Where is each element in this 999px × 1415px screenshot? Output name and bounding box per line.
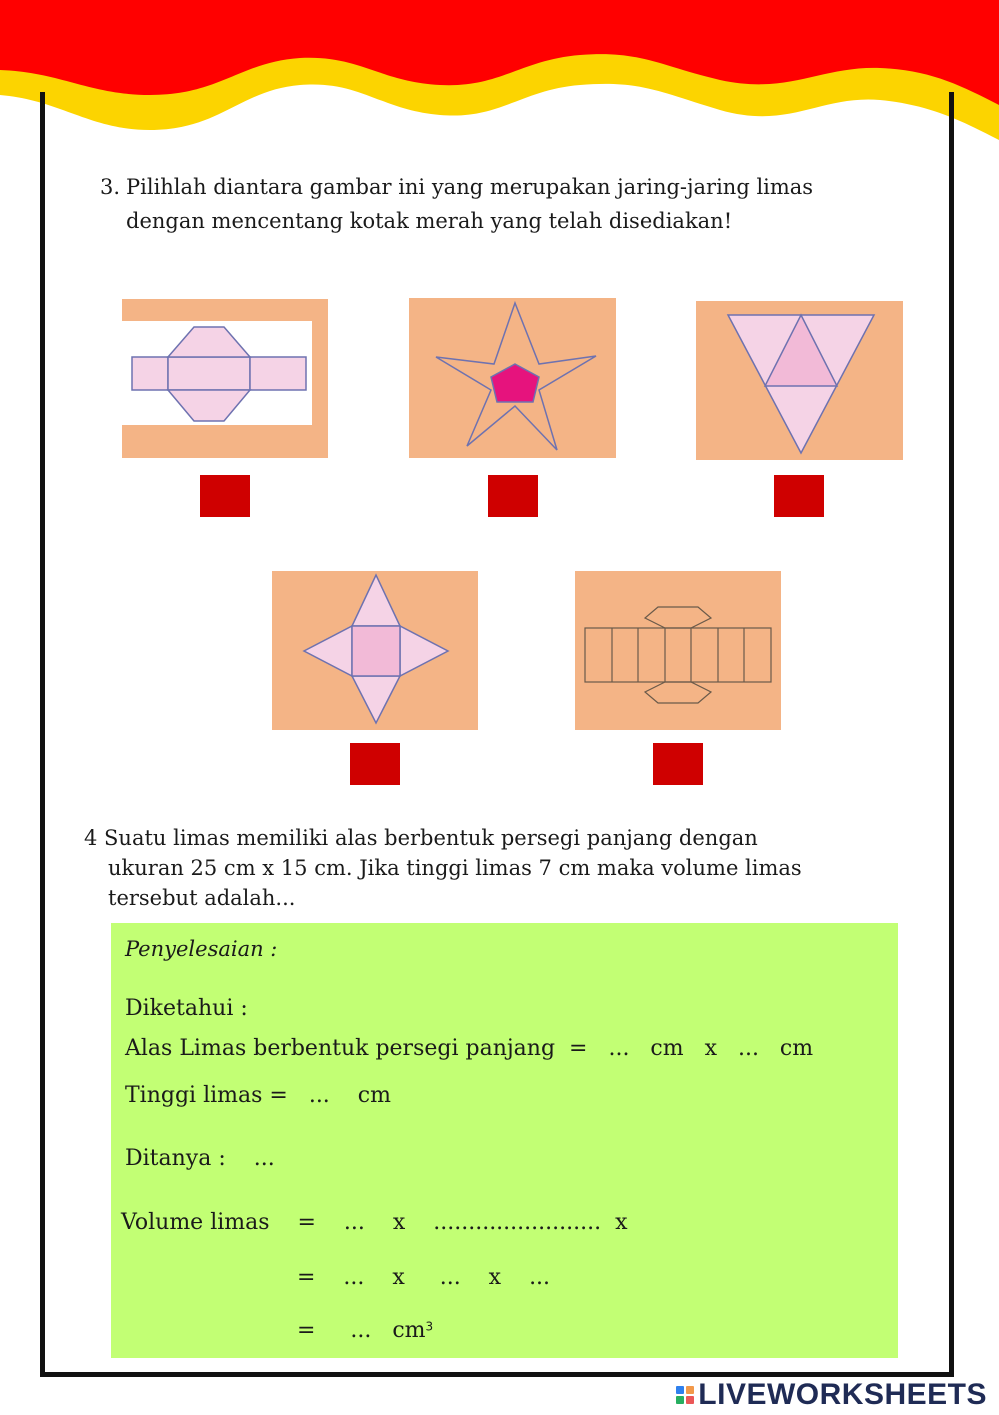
logo-square-4 — [686, 1396, 694, 1404]
option-4-image — [272, 571, 478, 730]
logo-square-1 — [676, 1386, 684, 1394]
option-5-checkbox[interactable] — [653, 743, 703, 785]
option-5-net-drawing — [575, 571, 781, 730]
option-4-net-drawing — [272, 571, 478, 730]
option-3-checkbox[interactable] — [774, 475, 824, 517]
option-1-image — [122, 299, 328, 458]
question-4-line-1: 4 Suatu limas memiliki alas berbentuk persegi panjang dengan — [84, 826, 758, 850]
asked-line: Ditanya : ... — [125, 1146, 275, 1171]
option-2-checkbox[interactable] — [488, 475, 538, 517]
logo-square-2 — [686, 1386, 694, 1394]
option-3-image — [696, 301, 903, 460]
question-3-line-1: Pilihlah diantara gambar ini yang merupakan jaring-jaring limas — [126, 175, 814, 199]
question-3-line-2: dengan mencentang kotak merah yang telah disediakan! — [126, 209, 733, 233]
option-2-net-drawing — [409, 298, 616, 458]
question-4-line-2: ukuran 25 cm x 15 cm. Jika tinggi limas 7 cm maka volume limas — [108, 856, 802, 880]
question-3-number: 3. — [100, 175, 121, 199]
logo-square-3 — [676, 1396, 684, 1404]
volume-line-1: Volume limas = ... x ........................ x — [121, 1210, 628, 1235]
footer-logo — [676, 1379, 987, 1411]
option-2-image — [409, 298, 616, 458]
option-4-checkbox[interactable] — [350, 743, 400, 785]
known-label: Diketahui : — [125, 996, 248, 1021]
volume-line-2: = ... x ... x ... — [297, 1265, 551, 1290]
option-5-image — [575, 571, 781, 730]
volume-line-3-sup: 3 — [425, 1319, 434, 1334]
volume-line-3-prefix: = ... cm — [297, 1318, 426, 1343]
option-1-checkbox[interactable] — [200, 475, 250, 517]
liveworksheets-logo-icon — [676, 1386, 694, 1404]
volume-line-3 — [297, 1318, 433, 1343]
height-line: Tinggi limas = ... cm — [125, 1083, 391, 1108]
option-3-net-drawing — [696, 301, 903, 460]
option-1-net-drawing — [122, 299, 328, 458]
answer-box — [111, 923, 898, 1358]
liveworksheets-brand: LIVEWORKSHEETS — [698, 1378, 987, 1411]
answer-heading: Penyelesaian : — [125, 937, 278, 961]
base-line: Alas Limas berbentuk persegi panjang = ... cm x ... cm — [125, 1036, 814, 1061]
question-4-line-3: tersebut adalah... — [108, 886, 296, 910]
